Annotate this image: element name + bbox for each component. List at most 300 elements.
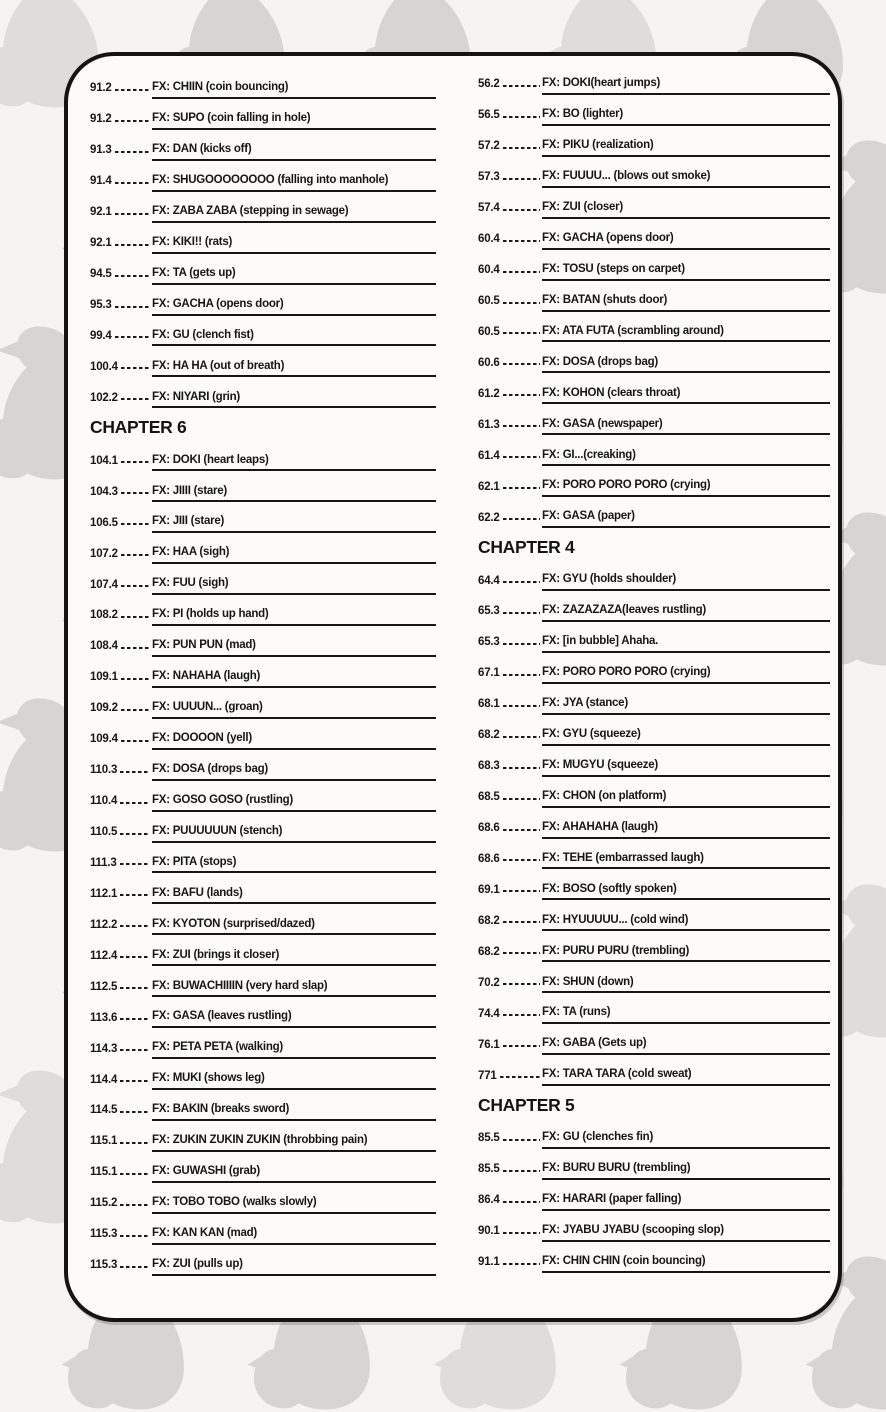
- fx-label: FX: PORO PORO PORO (crying): [542, 479, 711, 492]
- fx-entry-row: [478, 839, 830, 870]
- fx-label: FX: PUN PUN (mad): [152, 639, 256, 652]
- dash-leader: [503, 425, 540, 427]
- dash-leader: [503, 859, 540, 861]
- fx-label: FX: MUGYU (squeeze): [542, 758, 659, 771]
- fx-label: FX: ZABA ZABA (stepping in sewage): [152, 205, 349, 218]
- fx-label: FX: BAFU (lands): [152, 886, 243, 899]
- fx-entry-row: [478, 900, 830, 931]
- fx-page-number: 70.2: [478, 976, 500, 989]
- dash-leader: [121, 523, 150, 525]
- fx-entry-underline-wrap: [542, 170, 830, 188]
- dash-leader: [120, 1204, 150, 1206]
- fx-entry-row: [478, 219, 830, 250]
- fx-label: FX: GOSO GOSO (rustling): [152, 793, 293, 806]
- fx-page-number: 61.2: [478, 387, 500, 400]
- fx-entry-underline-wrap: [542, 945, 830, 963]
- fx-entry-row: [90, 99, 436, 130]
- fx-entry-row: [90, 1152, 436, 1183]
- fx-page-number: 60.5: [478, 295, 500, 307]
- fx-page-number: 91.2: [90, 82, 112, 95]
- fx-page-number: 109.4: [90, 733, 118, 746]
- fx-entry-underline-wrap: [152, 1196, 436, 1214]
- fx-page-number: 60.5: [478, 325, 500, 338]
- dash-leader: [503, 394, 540, 396]
- fx-entry-row: [478, 1242, 830, 1273]
- fx-entry-underline-wrap: [542, 449, 830, 467]
- fx-entry-underline-wrap: [152, 1134, 436, 1152]
- fx-entry-row: [90, 812, 436, 843]
- dash-leader: [503, 456, 540, 458]
- fx-entry-row: [90, 1183, 436, 1214]
- fx-entry-row: [90, 719, 436, 750]
- dash-leader: [120, 1080, 150, 1082]
- fx-entry-row: [90, 997, 436, 1028]
- dash-leader: [503, 921, 540, 923]
- fx-page-number: 110.4: [90, 795, 118, 808]
- fx-entry-row: [90, 285, 436, 316]
- fx-entry-row: [478, 466, 830, 497]
- fx-entry-underline-wrap: [152, 918, 436, 936]
- fx-entry-row: [90, 1059, 436, 1090]
- dash-leader: [121, 647, 150, 649]
- fx-page-number: 91.2: [90, 113, 112, 126]
- fx-entry-row: [90, 1028, 436, 1059]
- fx-label: FX: ZUI (pulls up): [152, 1257, 243, 1270]
- dash-leader: [120, 1142, 150, 1144]
- fx-entry-row: [478, 808, 830, 839]
- fx-entry-underline-wrap: [152, 515, 436, 533]
- fx-entry-underline-wrap: [542, 1224, 830, 1242]
- fx-page-number: 62.1: [478, 480, 500, 493]
- fx-entry-underline-wrap: [542, 139, 830, 157]
- fx-entry-underline-wrap: [542, 1255, 830, 1273]
- fx-label: FX: GYU (squeeze): [542, 728, 641, 741]
- fx-entry-underline-wrap: [152, 360, 436, 378]
- dash-leader: [503, 612, 540, 614]
- fx-label: FX: BURU BURU (trembling): [542, 1162, 691, 1175]
- fx-entry-row: [90, 346, 436, 377]
- fx-column-right: [478, 64, 830, 1273]
- fx-entry-row: [90, 1214, 436, 1245]
- dash-leader: [503, 332, 540, 334]
- dash-leader: [115, 336, 150, 338]
- fx-page-number: 90.1: [478, 1225, 500, 1238]
- dash-leader: [503, 178, 540, 180]
- dash-leader: [121, 740, 150, 742]
- fx-label: FX: HARARI (paper falling): [542, 1193, 682, 1206]
- fx-entry-row: [90, 781, 436, 812]
- fx-page-number: 91.3: [90, 144, 112, 157]
- fx-entry-underline-wrap: [542, 604, 830, 622]
- fx-label: FX: BAKIN (breaks sword): [152, 1103, 290, 1116]
- fx-label: FX: GU (clench fist): [152, 328, 254, 341]
- fx-entry-row: [478, 157, 830, 188]
- fx-entry-row: [90, 502, 436, 533]
- dash-leader: [503, 363, 540, 365]
- dash-leader: [120, 894, 150, 896]
- fx-page-number: 91.4: [90, 175, 112, 188]
- fx-entry-row: [478, 435, 830, 466]
- fx-page-number: 64.4: [478, 574, 500, 587]
- dash-leader: [503, 1045, 540, 1047]
- fx-label: FX: HAA (sigh): [152, 546, 230, 559]
- dash-leader: [115, 89, 150, 91]
- fx-page-number: 86.4: [478, 1194, 500, 1207]
- fx-page-number: 99.4: [90, 329, 112, 342]
- dash-leader: [115, 306, 150, 308]
- dash-leader: [503, 1139, 540, 1141]
- fx-label: FX: DOKI (heart leaps): [152, 453, 269, 466]
- content-frame: [64, 52, 842, 1322]
- dash-leader: [115, 120, 150, 122]
- fx-entry-underline-wrap: [152, 794, 436, 812]
- fx-label: FX: TOSU (steps on carpet): [542, 262, 685, 275]
- fx-entry-underline-wrap: [542, 883, 830, 901]
- dash-leader: [503, 581, 540, 583]
- fx-page-number: 106.5: [90, 516, 118, 529]
- dash-leader: [503, 983, 540, 985]
- fx-page-number: 65.3: [478, 605, 500, 618]
- dash-leader: [120, 802, 150, 804]
- fx-label: FX: TARA TARA (cold sweat): [542, 1068, 692, 1081]
- dash-leader: [121, 461, 150, 463]
- fx-entry-underline-wrap: [152, 391, 436, 409]
- fx-page-number: 109.1: [90, 671, 118, 684]
- fx-page-number: 771: [478, 1069, 497, 1082]
- fx-entry-underline-wrap: [542, 201, 830, 219]
- fx-page-number: 68.2: [478, 914, 500, 927]
- dash-leader: [120, 863, 150, 865]
- fx-page-number: 115.1: [90, 1135, 118, 1148]
- dash-leader: [503, 240, 540, 242]
- fx-label: FX: NAHAHA (laugh): [152, 670, 261, 683]
- dash-leader: [115, 244, 150, 246]
- fx-label: FX: BO (lighter): [542, 108, 623, 121]
- dash-leader: [503, 1014, 540, 1016]
- fx-label: FX: KIKI!! (rats): [152, 235, 233, 248]
- fx-entry-underline-wrap: [152, 112, 436, 130]
- fx-entry-underline-wrap: [152, 205, 436, 223]
- fx-label: FX: PI (holds up hand): [152, 608, 269, 621]
- dash-leader: [121, 554, 150, 556]
- dash-leader: [503, 85, 540, 87]
- fx-entry-row: [90, 843, 436, 874]
- dash-leader: [120, 1173, 150, 1175]
- dash-leader: [503, 116, 540, 118]
- fx-entry-row: [478, 591, 830, 622]
- fx-entry-row: [478, 1055, 830, 1086]
- fx-entry-row: [478, 622, 830, 653]
- fx-entry-row: [478, 404, 830, 435]
- fx-entry-underline-wrap: [542, 728, 830, 746]
- fx-page-number: 110.5: [90, 826, 118, 838]
- dash-leader: [120, 1018, 150, 1020]
- fx-entry-underline-wrap: [152, 670, 436, 688]
- fx-page-number: 68.2: [478, 945, 500, 958]
- fx-page-number: 104.3: [90, 485, 118, 498]
- fx-entry-underline-wrap: [542, 263, 830, 281]
- fx-entry-row: [478, 497, 830, 528]
- fx-page-number: 56.2: [478, 78, 500, 91]
- fx-entry-row: [90, 533, 436, 564]
- fx-label: FX: BATAN (shuts door): [542, 293, 668, 306]
- fx-label: FX: HYUUUUU... (cold wind): [542, 913, 689, 926]
- fx-page-number: 114.3: [90, 1042, 118, 1055]
- fx-entry-underline-wrap: [542, 697, 830, 715]
- fx-label: FX: ZUKIN ZUKIN ZUKIN (throbbing pain): [152, 1134, 368, 1147]
- fx-label: FX: JYA (stance): [542, 697, 628, 710]
- fx-entry-row: [478, 64, 830, 95]
- fx-entry-row: [478, 1180, 830, 1211]
- fx-entry-row: [478, 684, 830, 715]
- dash-leader: [115, 182, 150, 184]
- fx-entry-row: [478, 993, 830, 1024]
- fx-page-number: 110.3: [90, 764, 118, 777]
- fx-page-number: 111.3: [90, 856, 117, 869]
- dash-leader: [503, 518, 540, 520]
- dash-leader: [503, 952, 540, 954]
- fx-entry-underline-wrap: [542, 418, 830, 436]
- fx-label: FX: NIYARI (grin): [152, 390, 240, 403]
- fx-label: FX: GYU (holds shoulder): [542, 573, 676, 586]
- fx-entry-row: [90, 626, 436, 657]
- fx-label: FX: HA HA (out of breath): [152, 359, 285, 372]
- dash-leader: [503, 1263, 540, 1265]
- fx-page-number: 65.3: [478, 636, 500, 649]
- fx-entry-underline-wrap: [152, 143, 436, 161]
- fx-entry-underline-wrap: [542, 666, 830, 684]
- dash-leader: [503, 767, 540, 769]
- fx-entry-underline-wrap: [152, 546, 436, 564]
- fx-label: FX: PUUUUUUN (stench): [152, 824, 283, 837]
- fx-entry-row: [90, 161, 436, 192]
- fx-entry-underline-wrap: [542, 479, 830, 497]
- dash-leader: [121, 616, 150, 618]
- fx-entry-underline-wrap: [152, 1165, 436, 1183]
- fx-page-number: 112.2: [90, 918, 118, 931]
- fx-entry-underline-wrap: [152, 485, 436, 503]
- fx-page-number: 95.3: [90, 299, 112, 311]
- fx-page-number: 69.1: [478, 883, 500, 896]
- fx-page-number: 68.6: [478, 852, 500, 865]
- fx-entry-row: [478, 653, 830, 684]
- fx-label: FX: PITA (stops): [152, 855, 237, 868]
- fx-entry-underline-wrap: [152, 639, 436, 657]
- fx-entry-row: [478, 869, 830, 900]
- fx-page-number: 112.5: [90, 980, 118, 993]
- dash-leader: [503, 829, 540, 831]
- dash-leader: [120, 1235, 150, 1237]
- dash-leader: [500, 1076, 540, 1078]
- fx-page-number: 61.3: [478, 418, 500, 431]
- fx-label: FX: PETA PETA (walking): [152, 1041, 283, 1054]
- fx-entry-row: [90, 564, 436, 595]
- fx-entry-row: [90, 904, 436, 935]
- fx-entry-underline-wrap: [152, 887, 436, 905]
- fx-label: FX: KOHON (clears throat): [542, 386, 681, 399]
- fx-label: FX: DOOOON (yell): [152, 732, 252, 745]
- fx-label: FX: SHUN (down): [542, 975, 634, 988]
- fx-page-number: 68.6: [478, 822, 500, 834]
- fx-entry-underline-wrap: [542, 294, 830, 312]
- fx-entry-underline-wrap: [542, 759, 830, 777]
- fx-label: FX: TOBO TOBO (walks slowly): [152, 1196, 317, 1209]
- fx-column-left: [90, 68, 436, 1276]
- fx-entry-underline-wrap: [542, 790, 830, 808]
- fx-label: FX: AHAHAHA (laugh): [542, 820, 658, 833]
- fx-entry-underline-wrap: [542, 1037, 830, 1055]
- fx-entry-row: [90, 750, 436, 781]
- dash-leader: [120, 1266, 150, 1268]
- fx-entry-row: [478, 342, 830, 373]
- fx-entry-underline-wrap: [542, 821, 830, 839]
- dash-leader: [120, 1049, 150, 1051]
- fx-label: FX: MUKI (shows leg): [152, 1072, 265, 1085]
- fx-label: FX: ZUI (brings it closer): [152, 948, 280, 961]
- fx-page-number: 57.2: [478, 140, 500, 153]
- fx-page-number: 60.4: [478, 264, 500, 277]
- fx-entry-underline-wrap: [152, 267, 436, 285]
- fx-entry-underline-wrap: [542, 914, 830, 932]
- fx-entry-underline-wrap: [152, 454, 436, 472]
- fx-entry-row: [478, 1118, 830, 1149]
- fx-entry-row: [90, 223, 436, 254]
- fx-entry-underline-wrap: [152, 236, 436, 254]
- fx-page-number: 56.5: [478, 109, 500, 122]
- chapter-heading: CHAPTER 6: [90, 417, 187, 438]
- fx-page-number: 115.3: [90, 1259, 118, 1272]
- fx-entry-row: [90, 688, 436, 719]
- fx-label: FX: UUUUN... (groan): [152, 701, 263, 714]
- fx-label: FX: JIII (stare): [152, 515, 225, 528]
- fx-page-number: 115.3: [90, 1228, 118, 1241]
- fx-entry-underline-wrap: [542, 976, 830, 994]
- fx-entry-underline-wrap: [152, 732, 436, 750]
- fx-page-number: 102.2: [90, 391, 118, 404]
- fx-entry-underline-wrap: [542, 1006, 830, 1024]
- fx-entry-row: [90, 1245, 436, 1276]
- fx-label: FX: KYOTON (surprised/dazed): [152, 917, 315, 930]
- fx-page-number: 74.4: [478, 1007, 500, 1020]
- fx-entry-row: [478, 250, 830, 281]
- dash-leader: [503, 487, 540, 489]
- fx-entry-row: [478, 126, 830, 157]
- fx-entry-underline-wrap: [152, 980, 436, 998]
- fx-entry-row: [90, 873, 436, 904]
- fx-page-number: 100.4: [90, 360, 118, 373]
- fx-page-number: 92.1: [90, 206, 112, 219]
- fx-label: FX: FUUUU... (blows out smoke): [542, 170, 711, 183]
- fx-label: FX: GUWASHI (grab): [152, 1165, 260, 1178]
- fx-label: FX: DOSA (drops bag): [152, 762, 268, 775]
- fx-page-number: 104.1: [90, 454, 118, 467]
- fx-label: FX: TA (gets up): [152, 266, 236, 279]
- fx-entry-row: [90, 595, 436, 626]
- fx-page-number: 61.4: [478, 449, 500, 462]
- fx-label: FX: GASA (newspaper): [542, 417, 663, 430]
- dash-leader: [120, 925, 150, 927]
- fx-label: FX: KAN KAN (mad): [152, 1227, 257, 1240]
- fx-entry-row: [90, 1121, 436, 1152]
- fx-label: FX: DOKI(heart jumps): [542, 77, 661, 90]
- fx-entry-underline-wrap: [152, 1103, 436, 1121]
- fx-page-number: 60.6: [478, 356, 500, 369]
- dash-leader: [503, 1201, 540, 1203]
- fx-label: FX: ZUI (closer): [542, 201, 623, 214]
- fx-entry-row: [90, 440, 436, 471]
- dash-leader: [503, 209, 540, 211]
- dash-leader: [503, 890, 540, 892]
- fx-entry-underline-wrap: [152, 763, 436, 781]
- fx-entry-row: [478, 777, 830, 808]
- fx-entry-underline-wrap: [152, 1227, 436, 1245]
- fx-entry-row: [478, 1024, 830, 1055]
- fx-label: FX: ATA FUTA (scrambling around): [542, 324, 724, 337]
- chapter-heading: CHAPTER 4: [478, 537, 575, 558]
- fx-entry-underline-wrap: [152, 856, 436, 874]
- fx-entry-underline-wrap: [542, 108, 830, 126]
- dash-leader: [121, 398, 150, 400]
- dash-leader: [115, 213, 150, 215]
- fx-entry-underline-wrap: [152, 1258, 436, 1276]
- fx-entry-underline-wrap: [152, 298, 436, 316]
- fx-page-number: 115.1: [90, 1166, 118, 1179]
- fx-label: FX: GASA (leaves rustling): [152, 1010, 292, 1023]
- fx-label: FX: PIKU (realization): [542, 139, 654, 152]
- fx-label: FX: GI...(creaking): [542, 448, 636, 461]
- dash-leader: [115, 151, 150, 153]
- fx-entry-underline-wrap: [152, 81, 436, 99]
- fx-page-number: 94.5: [90, 268, 112, 281]
- fx-page-number: 60.4: [478, 233, 500, 246]
- fx-page-number: 108.4: [90, 640, 118, 653]
- dash-leader: [503, 271, 540, 273]
- fx-page-number: 68.3: [478, 760, 500, 773]
- dash-leader: [120, 771, 150, 773]
- fx-entry-row: [478, 962, 830, 993]
- fx-entry-row: [90, 1090, 436, 1121]
- fx-entry-underline-wrap: [542, 1068, 830, 1086]
- fx-page-number: 57.3: [478, 171, 500, 184]
- fx-entry-row: [478, 931, 830, 962]
- fx-page-number: 57.4: [478, 202, 500, 215]
- dash-leader: [120, 987, 150, 989]
- dash-leader: [120, 956, 150, 958]
- fx-label: FX: CHIIN (coin bouncing): [152, 81, 289, 94]
- fx-entry-row: [478, 715, 830, 746]
- fx-page-number: 91.1: [478, 1256, 500, 1269]
- fx-entry-row: [90, 377, 436, 408]
- dash-leader: [121, 492, 150, 494]
- fx-entry-row: [90, 471, 436, 502]
- fx-label: FX: GABA (Gets up): [542, 1037, 647, 1050]
- fx-page-number: 112.1: [90, 887, 118, 900]
- fx-label: FX: TEHE (embarrassed laugh): [542, 851, 704, 864]
- fx-entry-row: [90, 192, 436, 223]
- fx-entry-underline-wrap: [152, 1072, 436, 1090]
- dash-leader: [503, 147, 540, 149]
- fx-entry-row: [478, 560, 830, 591]
- fx-entry-underline-wrap: [152, 577, 436, 595]
- dash-leader: [115, 275, 150, 277]
- fx-entry-underline-wrap: [542, 77, 830, 95]
- fx-entry-row: [478, 746, 830, 777]
- fx-page-number: 85.5: [478, 1163, 500, 1176]
- dash-leader: [120, 833, 150, 835]
- fx-entry-row: [90, 68, 436, 99]
- fx-page-number: 113.6: [90, 1011, 118, 1024]
- fx-entry-underline-wrap: [542, 387, 830, 405]
